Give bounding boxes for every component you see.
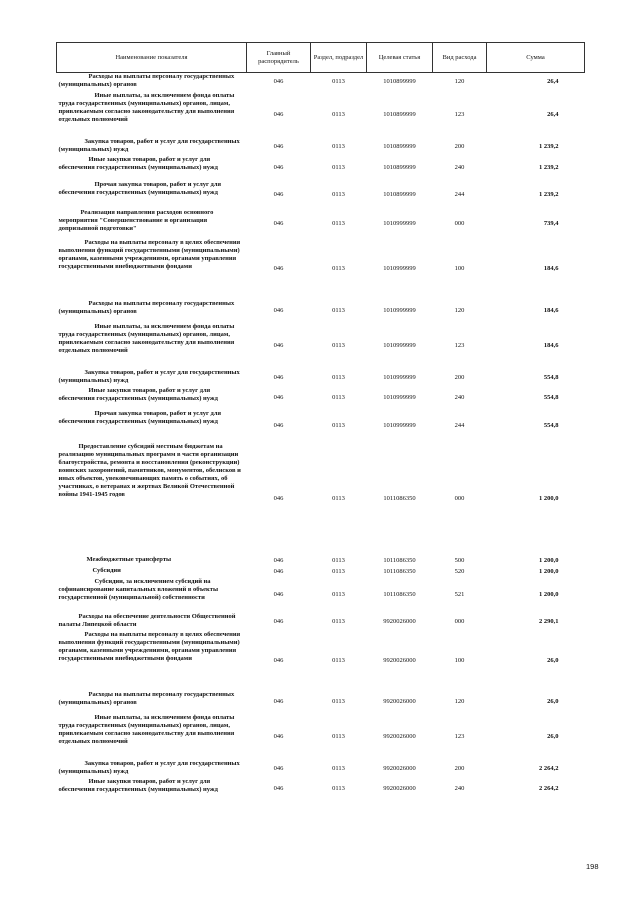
header-main-manager: Главный распорядитель <box>247 43 311 73</box>
row-sum: 26,4 <box>547 110 559 118</box>
row-target-article: 9920026000 <box>383 785 416 792</box>
row-name: Расходы на выплаты персоналу государственных (муниципальных) органов <box>58 690 235 706</box>
row-main-manager: 046 <box>273 164 284 171</box>
table-row <box>57 556 585 567</box>
row-section: 0113 <box>332 373 345 381</box>
row-expense-type: 120 <box>454 307 465 314</box>
row-sum: 184,6 <box>543 341 559 349</box>
row-section: 0113 <box>332 617 345 625</box>
row-expense-type: 520 <box>454 568 465 575</box>
table-row <box>57 691 585 714</box>
row-expense-type: 244 <box>454 422 465 429</box>
row-name: Расходы на выплаты персоналу в целях обеспечения выполнения функций государственными (муниципальными) органами, казенными учреждениями, органами управления государственными внебюджетными фондами <box>58 630 241 662</box>
row-name-cell <box>57 578 247 613</box>
row-name-cell <box>57 613 247 631</box>
row-expense-type: 123 <box>454 341 465 349</box>
page-number: 198 <box>586 862 599 871</box>
table-row <box>57 714 585 760</box>
row-main-manager: 046 <box>273 142 284 150</box>
row-name: Реализация направления расходов основного мероприятия "Совершенствование и организация допризывной подготовки" <box>58 208 214 232</box>
table-row <box>57 92 585 138</box>
row-name-cell <box>57 181 247 209</box>
table-row <box>57 138 585 156</box>
row-target-article: 9920026000 <box>383 656 416 664</box>
header-target-article: Целевая статья <box>367 43 433 73</box>
row-expense-type: 120 <box>454 698 465 705</box>
row-expense-type: 000 <box>454 219 465 227</box>
row-name: Закупка товаров, работ и услуг для государственных (муниципальных) нужд <box>58 759 240 775</box>
row-main-manager: 046 <box>273 394 284 401</box>
row-main-manager: 046 <box>273 568 284 575</box>
budget-table-container <box>56 42 584 801</box>
row-sum: 1 200,0 <box>539 557 559 564</box>
row-expense-type: 240 <box>454 394 465 401</box>
row-name: Иные выплаты, за исключением фонда оплаты труда государственных (муниципальных) органов, лицам, привлекаемым согласно законодательству для выполнения отдельных полномочий <box>58 91 235 123</box>
row-main-manager: 046 <box>273 307 284 314</box>
row-sum: 26,0 <box>547 732 559 740</box>
row-expense-type: 200 <box>454 373 465 381</box>
row-main-manager: 046 <box>273 557 284 564</box>
row-section: 0113 <box>332 785 345 792</box>
row-name-cell <box>57 714 247 760</box>
table-row <box>57 156 585 181</box>
row-main-manager: 046 <box>273 495 284 502</box>
table-body <box>57 73 585 801</box>
row-name-cell <box>57 778 247 801</box>
row-section: 0113 <box>332 110 345 118</box>
row-name: Расходы на выплаты персоналу в целях обеспечения выполнения функций государственными (муниципальными) органами, казенными учреждениями, органами управления государственными внебюджетными фондами <box>58 238 241 270</box>
row-expense-type: 521 <box>454 591 465 598</box>
row-main-manager: 046 <box>273 190 284 198</box>
row-section: 0113 <box>332 265 345 272</box>
row-main-manager: 046 <box>273 110 284 118</box>
row-target-article: 1010899999 <box>383 190 416 198</box>
row-sum: 184,6 <box>543 307 559 314</box>
row-section: 0113 <box>332 394 345 401</box>
header-section: Раздел, подраздел <box>311 43 367 73</box>
row-name: Закупка товаров, работ и услуг для государственных (муниципальных) нужд <box>58 368 240 384</box>
row-target-article: 1010899999 <box>383 110 416 118</box>
row-name: Предоставление субсидий местным бюджетам на реализацию муниципальных программ в части организации благоустройства, ремонта и восстановления (реконструкции) воинских захоронений, памятников, монументов, обелисков и иных объектов, увековечивающих память о событиях, об участниках, о ветеранах и жертвах Великой Отечественной войны 1941-1945 годов <box>58 442 241 498</box>
row-target-article: 1010999999 <box>383 394 416 401</box>
row-main-manager: 046 <box>273 656 284 664</box>
row-expense-type: 100 <box>454 265 465 272</box>
row-name: Субсидии, за исключением субсидий на софинансирование капитальных вложений в объекты государственной (муниципальной) собственности <box>58 577 219 601</box>
table-row <box>57 410 585 443</box>
row-sum: 1 239,2 <box>539 164 559 171</box>
row-name-cell <box>57 556 247 567</box>
row-target-article: 1010899999 <box>383 78 416 86</box>
row-expense-type: 500 <box>454 557 465 564</box>
row-name-cell <box>57 691 247 714</box>
row-sum: 1 239,2 <box>539 142 559 150</box>
row-section: 0113 <box>332 495 345 502</box>
row-expense-type: 200 <box>454 142 465 150</box>
row-expense-type: 123 <box>454 110 465 118</box>
row-sum: 554,8 <box>543 422 559 429</box>
table-row <box>57 300 585 323</box>
row-section: 0113 <box>332 422 345 429</box>
row-target-article: 1011086350 <box>383 591 416 598</box>
row-name: Закупка товаров, работ и услуг для государственных (муниципальных) нужд <box>58 137 240 153</box>
row-sum: 2 264,2 <box>539 764 559 772</box>
row-name-cell <box>57 443 247 556</box>
row-target-article: 1010999999 <box>383 422 416 429</box>
row-name: Иные выплаты, за исключением фонда оплаты труда государственных (муниципальных) органов, лицам, привлекаемым согласно законодательству для выполнения отдельных полномочий <box>58 713 235 745</box>
row-expense-type: 123 <box>454 732 465 740</box>
row-name: Субсидии <box>92 566 121 574</box>
row-name: Расходы на выплаты персоналу государственных (муниципальных) органов <box>58 73 235 88</box>
row-section: 0113 <box>332 78 345 86</box>
row-main-manager: 046 <box>273 785 284 792</box>
row-target-article: 9920026000 <box>383 698 416 705</box>
row-sum: 26,0 <box>547 656 559 664</box>
header-indicator-name: Наименование показателя <box>57 43 247 73</box>
row-name: Прочая закупка товаров, работ и услуг для обеспечения государственных (муниципальных) нужд <box>58 180 222 196</box>
row-name: Иные закупки товаров, работ и услуг для обеспечения государственных (муниципальных) нужд <box>58 386 218 402</box>
row-target-article: 1010999999 <box>383 341 416 349</box>
row-sum: 184,6 <box>543 265 559 272</box>
row-name: Иные выплаты, за исключением фонда оплаты труда государственных (муниципальных) органов, лицам, привлекаемым согласно законодательству для выполнения отдельных полномочий <box>58 322 235 354</box>
row-name-cell <box>57 92 247 138</box>
row-section: 0113 <box>332 732 345 740</box>
table-row <box>57 578 585 613</box>
row-name: Иные закупки товаров, работ и услуг для обеспечения государственных (муниципальных) нужд <box>58 155 218 171</box>
row-sum: 1 200,0 <box>539 568 559 575</box>
table-row <box>57 631 585 691</box>
row-sum: 2 290,1 <box>539 617 559 625</box>
row-section: 0113 <box>332 557 345 564</box>
table-row <box>57 73 585 92</box>
row-expense-type: 244 <box>454 190 465 198</box>
row-name-cell <box>57 323 247 369</box>
row-sum: 1 200,0 <box>539 591 559 598</box>
table-row <box>57 369 585 387</box>
header-expense-type: Вид расхода <box>433 43 487 73</box>
table-row <box>57 567 585 578</box>
row-sum: 1 239,2 <box>539 190 559 198</box>
row-main-manager: 046 <box>273 764 284 772</box>
table-row <box>57 323 585 369</box>
row-name-cell <box>57 209 247 239</box>
row-expense-type: 120 <box>454 78 465 86</box>
table-row <box>57 443 585 556</box>
row-section: 0113 <box>332 764 345 772</box>
row-main-manager: 046 <box>273 373 284 381</box>
row-name-cell <box>57 387 247 410</box>
row-name-cell <box>57 73 247 92</box>
row-target-article: 1011086350 <box>383 495 416 502</box>
row-target-article: 1010999999 <box>383 373 416 381</box>
row-target-article: 1011086350 <box>383 568 416 575</box>
row-main-manager: 046 <box>273 265 284 272</box>
row-main-manager: 046 <box>273 341 284 349</box>
row-section: 0113 <box>332 219 345 227</box>
row-name-cell <box>57 631 247 691</box>
row-target-article: 1010999999 <box>383 219 416 227</box>
row-expense-type: 200 <box>454 764 465 772</box>
row-target-article: 9920026000 <box>383 732 416 740</box>
table-row <box>57 209 585 239</box>
row-name-cell <box>57 300 247 323</box>
row-name: Расходы на обеспечение деятельности Общественной палаты Липецкой области <box>58 612 236 628</box>
row-sum: 1 200,0 <box>539 495 559 502</box>
table-row <box>57 778 585 801</box>
row-target-article: 1010899999 <box>383 142 416 150</box>
row-target-article: 1010999999 <box>383 265 416 272</box>
row-section: 0113 <box>332 568 345 575</box>
table-row <box>57 239 585 300</box>
row-section: 0113 <box>332 164 345 171</box>
row-main-manager: 046 <box>273 732 284 740</box>
row-main-manager: 046 <box>273 219 284 227</box>
row-target-article: 1010899999 <box>383 164 416 171</box>
row-target-article: 1011086350 <box>383 557 416 564</box>
row-expense-type: 000 <box>454 495 465 502</box>
row-name-cell <box>57 369 247 387</box>
row-name-cell <box>57 760 247 778</box>
row-section: 0113 <box>332 190 345 198</box>
row-section: 0113 <box>332 307 345 314</box>
row-section: 0113 <box>332 591 345 598</box>
table-row <box>57 613 585 631</box>
budget-table <box>56 42 585 801</box>
table-header <box>57 43 585 73</box>
row-main-manager: 046 <box>273 698 284 705</box>
row-target-article: 9920026000 <box>383 764 416 772</box>
header-sum: Сумма <box>487 43 585 73</box>
table-row <box>57 760 585 778</box>
row-main-manager: 046 <box>273 591 284 598</box>
row-sum: 739,4 <box>543 219 559 227</box>
row-sum: 2 264,2 <box>539 785 559 792</box>
row-name: Межбюджетные трансферты <box>86 555 172 563</box>
row-expense-type: 000 <box>454 617 465 625</box>
row-target-article: 1010999999 <box>383 307 416 314</box>
row-name-cell <box>57 156 247 181</box>
row-main-manager: 046 <box>273 78 284 86</box>
row-name: Иные закупки товаров, работ и услуг для обеспечения государственных (муниципальных) нужд <box>58 777 218 793</box>
row-name-cell <box>57 138 247 156</box>
row-section: 0113 <box>332 341 345 349</box>
row-sum: 554,8 <box>543 373 559 381</box>
row-target-article: 9920026000 <box>383 617 416 625</box>
row-name: Прочая закупка товаров, работ и услуг для обеспечения государственных (муниципальных) нужд <box>58 409 222 425</box>
row-name-cell <box>57 567 247 578</box>
row-main-manager: 046 <box>273 422 284 429</box>
row-sum: 554,8 <box>543 394 559 401</box>
row-section: 0113 <box>332 698 345 705</box>
row-sum: 26,0 <box>547 698 559 705</box>
row-expense-type: 240 <box>454 785 465 792</box>
row-sum: 26,4 <box>547 78 559 86</box>
row-expense-type: 100 <box>454 656 465 664</box>
table-row <box>57 181 585 209</box>
row-main-manager: 046 <box>273 617 284 625</box>
row-section: 0113 <box>332 142 345 150</box>
row-name-cell <box>57 410 247 443</box>
row-name: Расходы на выплаты персоналу государственных (муниципальных) органов <box>58 299 235 315</box>
row-section: 0113 <box>332 656 345 664</box>
row-name-cell <box>57 239 247 300</box>
row-expense-type: 240 <box>454 164 465 171</box>
table-row <box>57 387 585 410</box>
